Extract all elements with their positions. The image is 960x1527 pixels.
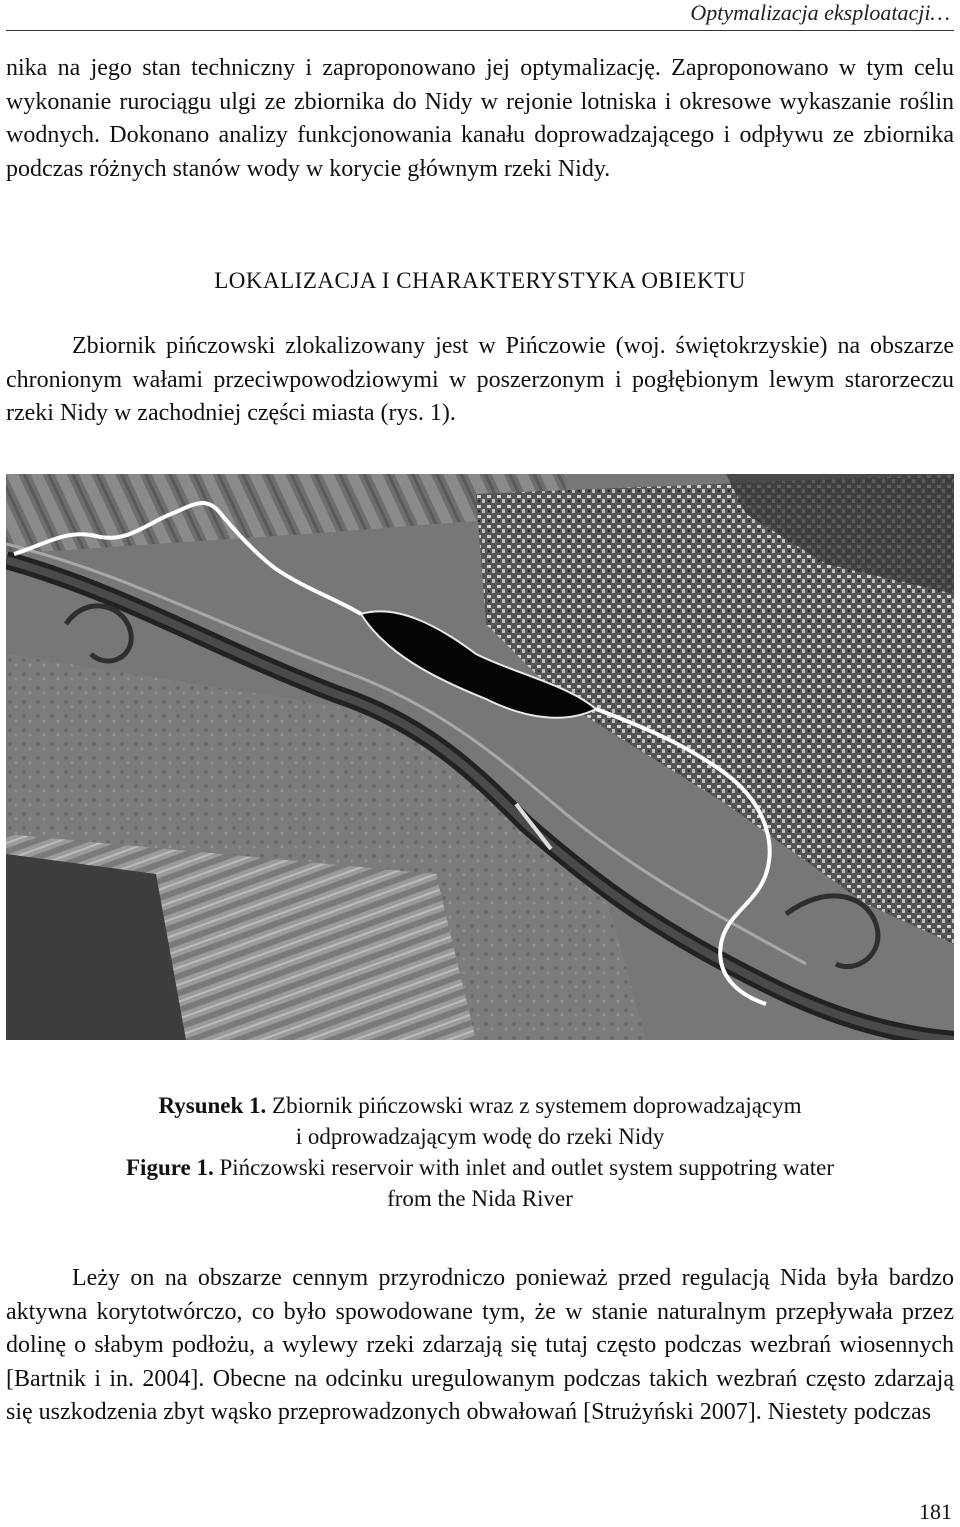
running-title: Optymalizacja eksploatacji… (690, 0, 950, 25)
aerial-photo-figure (6, 474, 954, 1040)
caption-en-label: Figure 1. (126, 1155, 214, 1180)
caption-pl-line2: i odprowadzającym wodę do rzeki Nidy (295, 1124, 665, 1149)
section-heading: LOKALIZACJA I CHARAKTERYSTYKA OBIEKTU (214, 268, 746, 293)
figure-caption-en (0, 1152, 960, 1214)
caption-pl-label: Rysunek 1. (158, 1093, 267, 1118)
caption-en-line2: from the Nida River (387, 1186, 573, 1211)
header-rule (6, 30, 954, 31)
figure-caption-pl (0, 1090, 960, 1152)
caption-pl-line1: Zbiornik pińczowski wraz z systemem doprowadzającym (266, 1093, 802, 1118)
body-paragraph-1: nika na jego stan techniczny i zaproponowano jej optymalizację. Zaproponowano w tym celu wykonanie rurociągu ulgi ze zbiornika do Nidy w rejonie lotniska i okresowe wykaszanie roślin wodnych. Dokonano analizy funkcjonowania kanału doprowadzającego i odpływu ze zbiornika podczas różnych stanów wody w korycie głównym rzeki Nidy. (6, 55, 954, 182)
body-paragraph-2: Zbiornik pińczowski zlokalizowany jest w Pińczowie (woj. świętokrzyskie) na obszarze chronionym wałami przeciwpowodziowymi w poszerzonym i pogłębionym lewym starorzeczu rzeki Nidy w zachodniej części miasta (rys. 1). (6, 333, 954, 426)
caption-en-line1: Pińczowski reservoir with inlet and outlet system suppotring water (213, 1155, 834, 1180)
aerial-photo (6, 474, 954, 1040)
body-paragraph-3: Leży on na obszarze cennym przyrodniczo ponieważ przed regulacją Nida była bardzo aktywna korytotwórczo, co było spowodowane tym, że w stanie naturalnym przepływała przez dolinę o słabym podłożu, a wylewy rzeki zdarzają się tutaj często podczas wezbrań wiosennych [Bartnik i in. 2004]. Obecne na odcinku uregulowanym podczas takich wezbrań często zdarzają się uszkodzenia zbyt wąsko przeprowadzonych obwałowań [Strużyński 2007]. Niestety podczas (6, 1265, 954, 1425)
page-number: 181 (919, 1499, 952, 1524)
